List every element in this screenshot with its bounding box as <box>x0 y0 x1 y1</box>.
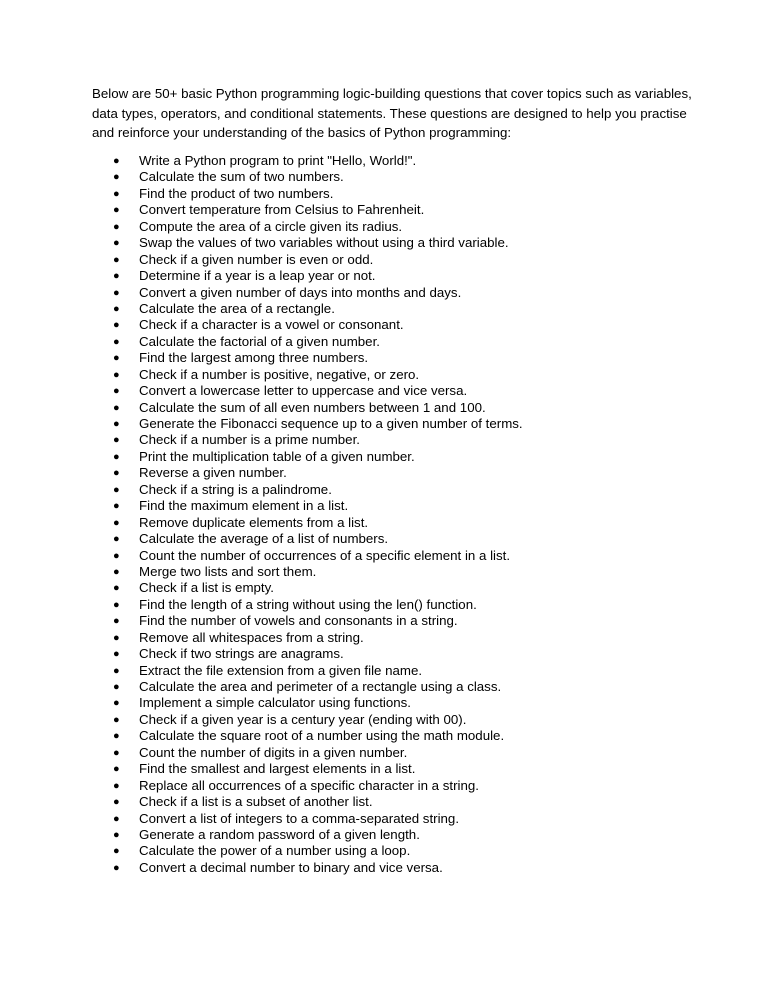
list-item <box>92 712 692 728</box>
list-item <box>92 334 692 350</box>
list-item <box>92 778 692 794</box>
bullet-icon: ● <box>113 335 120 348</box>
list-item <box>92 695 692 711</box>
list-item <box>92 235 692 251</box>
question-text: Count the number of occurrences of a specific element in a list. <box>139 547 511 563</box>
list-item <box>92 301 692 317</box>
list-item <box>92 465 692 481</box>
question-text: Find the product of two numbers. <box>139 185 334 201</box>
question-text: Extract the file extension from a given file name. <box>139 662 423 678</box>
question-text: Compute the area of a circle given its radius. <box>139 218 403 234</box>
bullet-icon: ● <box>113 286 120 299</box>
bullet-icon: ● <box>113 730 120 743</box>
question-text: Calculate the power of a number using a loop. <box>139 843 411 859</box>
question-text: Replace all occurrences of a specific character in a string. <box>139 777 479 793</box>
bullet-icon: ● <box>113 796 120 809</box>
bullet-icon: ● <box>113 812 120 825</box>
list-item <box>92 646 692 662</box>
list-item <box>92 531 692 547</box>
list-item <box>92 827 692 843</box>
list-item <box>92 794 692 810</box>
question-text: Check if a number is positive, negative, or zero. <box>139 366 420 382</box>
question-text: Calculate the factorial of a given number. <box>139 333 380 349</box>
bullet-icon: ● <box>113 845 120 858</box>
list-item <box>92 761 692 777</box>
list-item <box>92 367 692 383</box>
bullet-icon: ● <box>113 352 120 365</box>
bullet-icon: ● <box>113 220 120 233</box>
bullet-icon: ● <box>113 401 120 414</box>
intro-paragraph: Below are 50+ basic Python programming logic-building questions that cover topics such as variables, data types, operators, and conditional statements. These questions are designed to help you practise and reinforce your understanding of the basics of Python programming: <box>92 86 692 140</box>
list-item <box>92 811 692 827</box>
list-item <box>92 285 692 301</box>
list-item <box>92 745 692 761</box>
bullet-icon: ● <box>113 549 120 562</box>
bullet-icon: ● <box>113 467 120 480</box>
question-text: Calculate the sum of two numbers. <box>139 169 344 185</box>
question-text: Convert a given number of days into months and days. <box>139 284 462 300</box>
bullet-icon: ● <box>113 631 120 644</box>
question-text: Implement a simple calculator using functions. <box>139 695 411 711</box>
question-text: Find the length of a string without using the len() function. <box>139 596 477 612</box>
list-item <box>92 580 692 596</box>
list-item <box>92 860 692 876</box>
bullet-icon: ● <box>113 253 120 266</box>
question-text: Calculate the sum of all even numbers between 1 and 100. <box>139 399 486 415</box>
list-item <box>92 219 692 235</box>
bullet-icon: ● <box>113 187 120 200</box>
question-text: Check if a character is a vowel or consonant. <box>139 317 404 333</box>
list-item <box>92 432 692 448</box>
list-item <box>92 564 692 580</box>
list-item <box>92 548 692 564</box>
question-text: Check if a string is a palindrome. <box>139 481 332 497</box>
question-text: Count the number of digits in a given number. <box>139 744 408 760</box>
question-text: Determine if a year is a leap year or not. <box>139 268 376 284</box>
bullet-icon: ● <box>113 828 120 841</box>
bullet-icon: ● <box>113 204 120 217</box>
list-item <box>92 613 692 629</box>
bullet-icon: ● <box>113 450 120 463</box>
bullet-icon: ● <box>113 368 120 381</box>
bullet-icon: ● <box>113 582 120 595</box>
list-item <box>92 153 692 169</box>
list-item <box>92 383 692 399</box>
bullet-icon: ● <box>113 434 120 447</box>
bullet-icon: ● <box>113 516 120 529</box>
question-text: Check if a number is a prime number. <box>139 432 360 448</box>
question-text: Convert a lowercase letter to uppercase and vice versa. <box>139 383 468 399</box>
list-item <box>92 728 692 744</box>
bullet-icon: ● <box>113 763 120 776</box>
question-text: Check if a list is a subset of another list. <box>139 794 373 810</box>
question-text: Calculate the area and perimeter of a rectangle using a class. <box>139 679 502 694</box>
question-text: Swap the values of two variables without using a third variable. <box>139 235 509 251</box>
list-item <box>92 630 692 646</box>
question-text: Find the number of vowels and consonants in a string. <box>139 613 458 629</box>
question-text: Calculate the area of a rectangle. <box>139 300 335 316</box>
bullet-icon: ● <box>113 861 120 874</box>
bullet-icon: ● <box>113 302 120 315</box>
question-text: Check if two strings are anagrams. <box>139 646 344 662</box>
list-item <box>92 202 692 218</box>
question-text: Check if a given year is a century year (ending with 00). <box>139 711 467 727</box>
list-item <box>92 169 692 185</box>
question-text: Calculate the square root of a number using the math module. <box>139 728 505 744</box>
bullet-icon: ● <box>113 171 120 184</box>
bullet-icon: ● <box>113 648 120 661</box>
question-text: Print the multiplication table of a given number. <box>139 448 415 464</box>
question-text: Remove all whitespaces from a string. <box>139 629 364 645</box>
list-item <box>92 400 692 416</box>
list-item <box>92 597 692 613</box>
list-item <box>92 416 692 432</box>
list-item <box>92 186 692 202</box>
question-text: Find the largest among three numbers. <box>139 350 369 366</box>
list-item <box>92 482 692 498</box>
question-text: Convert a list of integers to a comma-separated string. <box>139 810 460 826</box>
bullet-icon: ● <box>113 565 120 578</box>
question-text: Find the smallest and largest elements in a list. <box>139 761 416 777</box>
question-text: Check if a given number is even or odd. <box>139 251 374 267</box>
bullet-icon: ● <box>113 713 120 726</box>
question-text: Convert a decimal number to binary and vice versa. <box>139 859 443 875</box>
question-list <box>92 153 692 876</box>
question-text: Check if a list is empty. <box>139 580 274 596</box>
bullet-icon: ● <box>113 500 120 513</box>
bullet-icon: ● <box>113 385 120 398</box>
question-text: Write a Python program to print "Hello, World!". <box>139 153 417 168</box>
question-text: Generate a random password of a given length. <box>139 826 420 842</box>
list-item <box>92 317 692 333</box>
bullet-icon: ● <box>113 779 120 792</box>
bullet-icon: ● <box>113 664 120 677</box>
list-item <box>92 350 692 366</box>
list-item <box>92 679 692 695</box>
bullet-icon: ● <box>113 533 120 546</box>
question-text: Calculate the average of a list of numbers. <box>139 531 389 547</box>
bullet-icon: ● <box>113 237 120 250</box>
question-text: Merge two lists and sort them. <box>139 563 317 579</box>
bullet-icon: ● <box>113 746 120 759</box>
bullet-icon: ● <box>113 681 120 693</box>
bullet-icon: ● <box>113 483 120 496</box>
list-item <box>92 843 692 859</box>
question-text: Remove duplicate elements from a list. <box>139 514 369 530</box>
bullet-icon: ● <box>113 270 120 283</box>
list-item <box>92 449 692 465</box>
list-item <box>92 515 692 531</box>
list-item <box>92 498 692 514</box>
bullet-icon: ● <box>113 598 120 611</box>
list-item <box>92 252 692 268</box>
question-text: Find the maximum element in a list. <box>139 498 349 514</box>
list-item <box>92 663 692 679</box>
list-item <box>92 268 692 284</box>
bullet-icon: ● <box>113 319 120 332</box>
question-text: Generate the Fibonacci sequence up to a given number of terms. <box>139 416 523 431</box>
bullet-icon: ● <box>113 615 120 628</box>
bullet-icon: ● <box>113 418 120 430</box>
bullet-icon: ● <box>113 155 120 167</box>
question-text: Reverse a given number. <box>139 465 287 481</box>
question-text: Convert temperature from Celsius to Fahrenheit. <box>139 202 425 218</box>
bullet-icon: ● <box>113 697 120 710</box>
